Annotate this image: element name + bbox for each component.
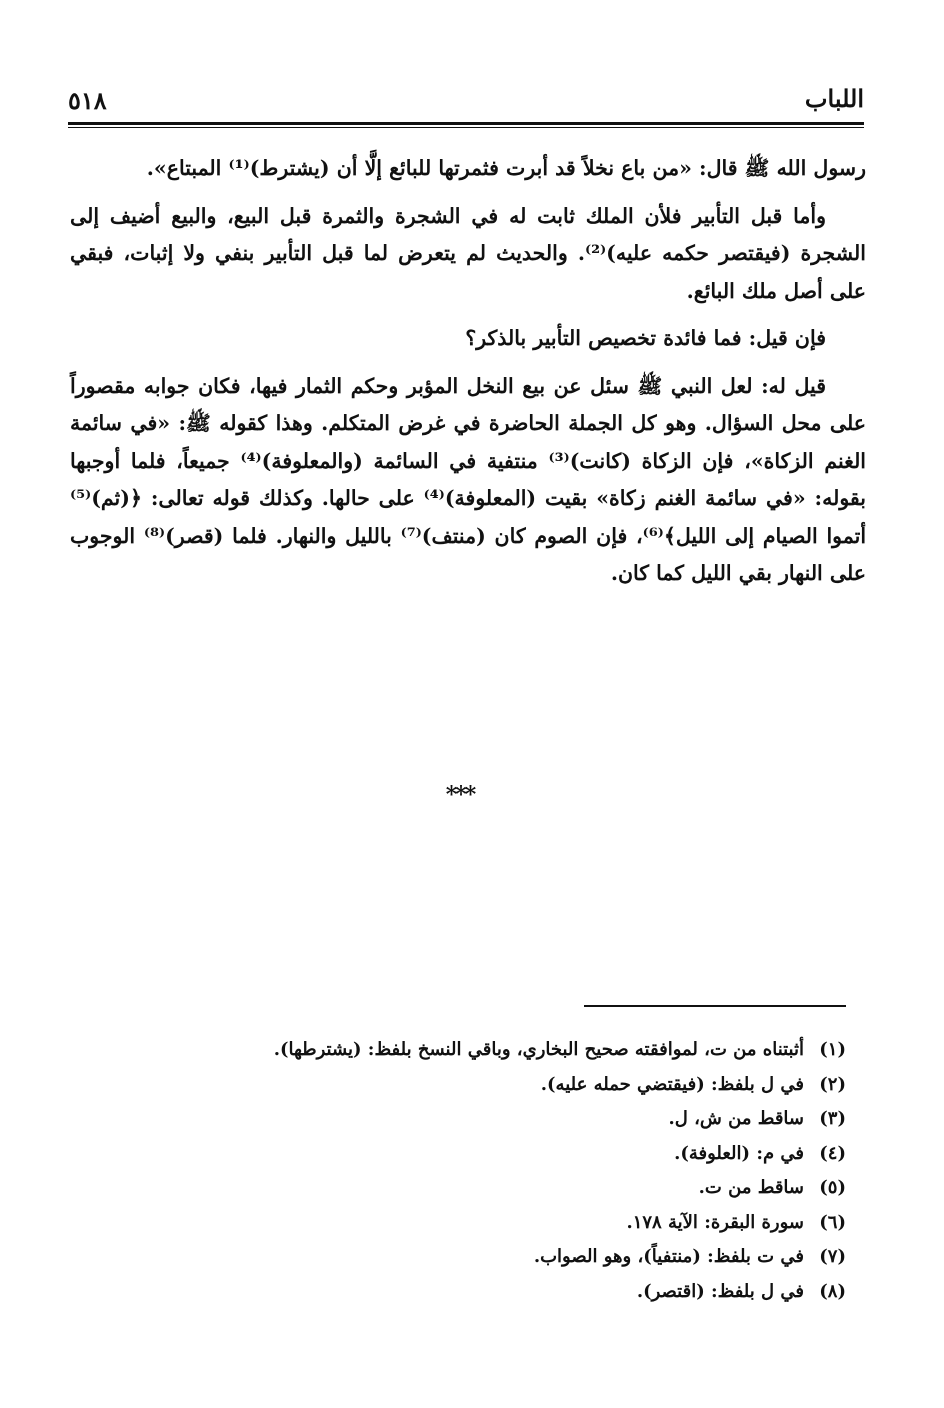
footnote-rule [584, 1005, 846, 1007]
page-number: ٥١٨ [68, 86, 107, 115]
footnote-number: (١) [819, 1039, 846, 1060]
running-title: اللباب [804, 84, 864, 113]
footnote-text: أثبتناه من ت، لموافقته صحيح البخاري، وباقي النسخ بلفظ: (يشترطها). [273, 1039, 804, 1060]
footnote-text: سورة البقرة: الآية ١٧٨. [626, 1211, 804, 1233]
footnote-number: (٣) [819, 1108, 846, 1129]
footnote-number: (٥) [819, 1177, 846, 1198]
paragraph: فإن قيل: فما فائدة تخصيص التأبير بالذكر؟ [465, 326, 826, 350]
header-rule [68, 122, 864, 125]
footnote-text: ساقط من ش، ل. [668, 1108, 804, 1129]
separator-stars: *** [445, 782, 475, 808]
header-rule-thin [68, 127, 864, 128]
footnote-number: (٨) [819, 1280, 846, 1302]
footnote-number: (٤) [819, 1142, 846, 1164]
footnote-item [160, 1240, 846, 1275]
footnote-number: (٢) [819, 1073, 846, 1095]
footnote-item [160, 1137, 846, 1172]
footnote-text: في م: (العلوفة). [674, 1142, 804, 1164]
footnote-item [160, 1275, 846, 1310]
footnote-text: ساقط من ت. [698, 1177, 804, 1198]
page-header [68, 78, 864, 124]
footnote-item [160, 1206, 846, 1241]
section-separator [430, 782, 490, 822]
footnotes [160, 1033, 846, 1309]
footnote-text: في ل بلفظ: (فيقتضي حمله عليه). [540, 1073, 804, 1095]
paragraph: وأما قبل التأبير فلأن الملك ثابت له في الشجرة والثمرة قبل البيع، والبيع أضيف إلى الشجرة (فيقتصر حكمه عليه)⁽²⁾. والحديث لم يتعرض لما قبل التأبير بنفي ولا إثبات، فبقي على أصل ملك البائع. [70, 203, 866, 303]
footnote-number: (٦) [819, 1211, 846, 1233]
footnote-item [160, 1171, 846, 1206]
footnote-text: في ل بلفظ: (اقتصر). [636, 1280, 804, 1302]
main-text [70, 150, 866, 603]
footnote-number: (٧) [819, 1246, 846, 1267]
paragraph: قيل له: لعل النبي ﷺ سئل عن بيع النخل المؤبر وحكم الثمار فيها، فكان جوابه مقصوراً على محل السؤال. وهو كل الجملة الحاضرة في غرض المتكلم. وهذا كقوله ﷺ: «في سائمة الغنم الزكاة»، فإن الزكاة (كانت)⁽³⁾ منتفية في السائمة (والمعلوفة)⁽⁴⁾ جميعاً، فلما أوجبها بقوله: «في سائمة الغنم زكاة» بقيت (المعلوفة)⁽⁴⁾ على حالها. وكذلك قوله تعالى: ﴿(ثم)⁽⁵⁾ أتموا الصيام إلى الليل﴾⁽⁶⁾، فإن الصوم كان (منتف)⁽⁷⁾ بالليل والنهار. فلما (قصر)⁽⁸⁾ الوجوب على النهار بقي الليل كما كان. [70, 373, 867, 585]
footnote-item [160, 1033, 846, 1068]
footnote-text: في ت بلفظ: (منتفياً)، وهو الصواب. [533, 1246, 804, 1267]
paragraph: رسول الله ﷺ قال: «من باع نخلاً قد أبرت فثمرتها للبائع إلَّا أن (يشترط)⁽¹⁾ المبتاع». [146, 156, 866, 180]
footnote-item [160, 1102, 846, 1137]
footnote-item [160, 1068, 846, 1103]
